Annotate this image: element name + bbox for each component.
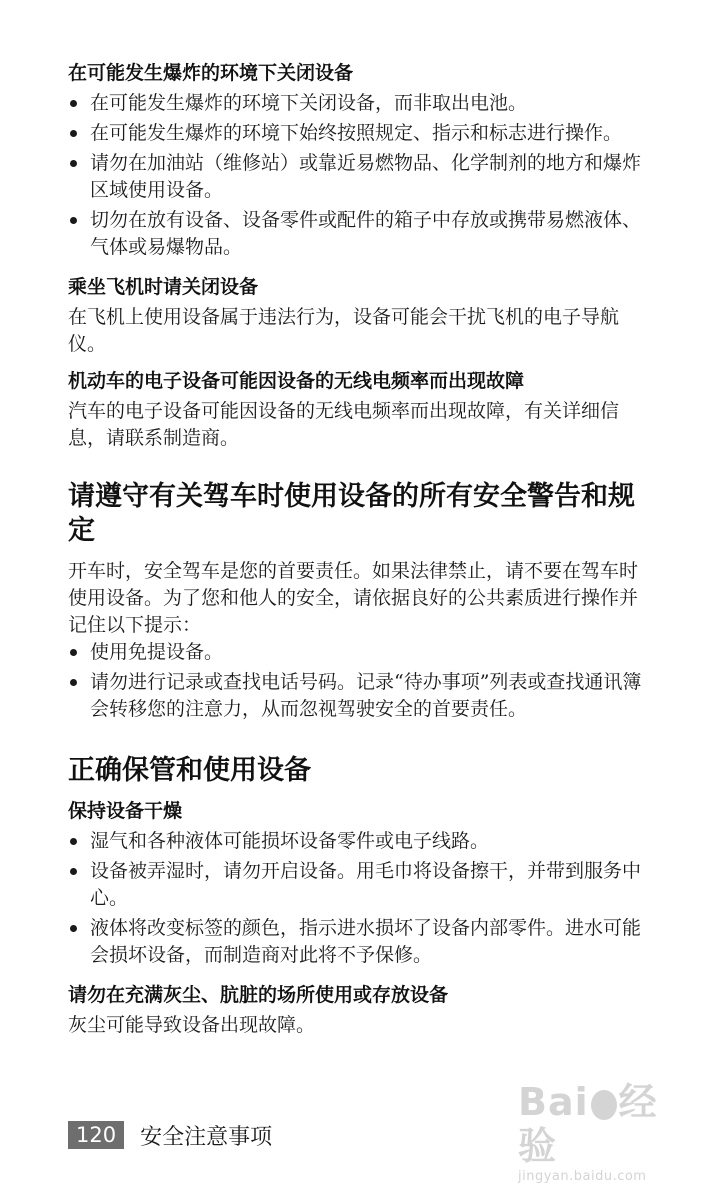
section-heading-dust: 请勿在充满灰尘、肮脏的场所使用或存放设备 <box>68 984 449 1006</box>
list-item: 液体将改变标签的颜色，指示进水损坏了设备内部零件。进水可能会损坏设备，而制造商对此将不予保修。 <box>68 915 648 969</box>
section-heading-explosive: 在可能发生爆炸的环境下关闭设备 <box>68 62 354 84</box>
section-heading-airplane: 乘坐飞机时请关闭设备 <box>68 276 259 298</box>
bullet-dot-icon <box>70 649 77 656</box>
list-item: 在可能发生爆炸的环境下关闭设备，而非取出电池。 <box>68 90 648 117</box>
list-item: 请勿在加油站（维修站）或靠近易燃物品、化学制剂的地方和爆炸区域使用设备。 <box>68 150 648 204</box>
bullet-dot-icon <box>70 925 77 932</box>
footer-title: 安全注意事项 <box>140 1124 273 1150</box>
section-heading-dry: 保持设备干燥 <box>68 800 183 822</box>
paw-icon <box>591 1090 617 1120</box>
bullet-dot-icon <box>70 679 77 686</box>
paragraph-driving: 开车时，安全驾车是您的首要责任。如果法律禁止，请不要在驾车时使用设备。为了您和他人的安全，请依据良好的公共素质进行操作并记住以下提示： <box>68 560 639 636</box>
chapter-heading-care: 正确保管和使用设备 <box>68 755 311 786</box>
bullet-list-explosive <box>68 90 648 261</box>
page-footer <box>68 1120 272 1150</box>
list-item: 设备被弄湿时，请勿开启设备。用毛巾将设备擦干，并带到服务中心。 <box>68 858 648 912</box>
watermark-brand-left: Bai <box>518 1080 589 1124</box>
section-heading-vehicle: 机动车的电子设备可能因设备的无线电频率而出现故障 <box>68 370 525 392</box>
list-item: 湿气和各种液体可能损坏设备零件或电子线路。 <box>68 828 648 855</box>
bullet-dot-icon <box>70 868 77 875</box>
paragraph-airplane: 在飞机上使用设备属于违法行为，设备可能会干扰飞机的电子导航仪。 <box>68 306 620 355</box>
list-item: 在可能发生爆炸的环境下始终按照规定、指示和标志进行操作。 <box>68 120 648 147</box>
paragraph-vehicle: 汽车的电子设备可能因设备的无线电频率而出现故障，有关详细信息，请联系制造商。 <box>68 400 620 449</box>
paragraph-dust: 灰尘可能导致设备出现故障。 <box>68 1014 316 1036</box>
bullet-dot-icon <box>70 217 77 224</box>
bullet-dot-icon <box>70 100 77 107</box>
list-item: 使用免提设备。 <box>68 639 648 666</box>
baidu-jingyan-watermark <box>518 1080 688 1184</box>
list-item: 切勿在放有设备、设备零件或配件的箱子中存放或携带易燃液体、气体或易爆物品。 <box>68 207 648 261</box>
list-item: 请勿进行记录或查找电话号码。记录“待办事项”列表或查找通讯簿会转移您的注意力，从而忽视驾驶安全的首要责任。 <box>68 669 648 723</box>
bullet-list-driving <box>68 639 648 723</box>
bullet-dot-icon <box>70 130 77 137</box>
page-number: 120 <box>68 1121 124 1149</box>
chapter-heading-driving: 请遵守有关驾车时使用设备的所有安全警告和规定 <box>68 481 635 546</box>
watermark-url: jingyan.baidu.com <box>518 1169 647 1184</box>
page-content <box>68 60 648 1039</box>
bullet-dot-icon <box>70 838 77 845</box>
bullet-dot-icon <box>70 160 77 167</box>
bullet-list-dry <box>68 828 648 969</box>
watermark-brand-right: 经验 <box>518 1080 658 1168</box>
